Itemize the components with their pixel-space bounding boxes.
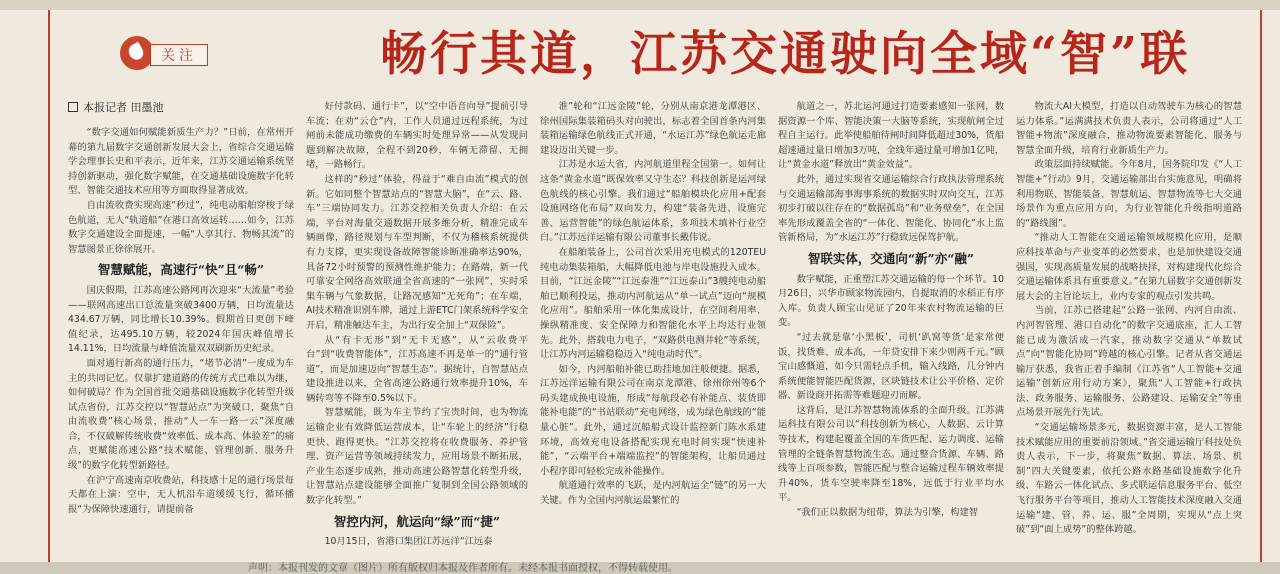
article-paragraph: “推动人工智能在交通运输领域规模化应用，是顺应科技革命与产业变革的必然要求，也是加快建设交通强国，实现高质量发展的战略抉择，对构建现代化综合交通运输体系具有重要意义。”在第九届数字交通创新发展大会的主旨论坛上，业内专家的观点引发共鸣。 (1016, 232, 1242, 302)
article-paragraph: 自由流收费实现高速“秒过”，纯电动船舶穿梭于绿色航道，无人“轨道船”在港口高效运转……如今，江苏数字交通建设全面提速，一幅“人享其行、物畅其流”的智慧图景正徐徐展开。 (68, 199, 294, 255)
article-paragraph: 面对通行新高的通行压力，“堵节必清”一度成为车主的共同记忆。仅靠扩建道路的传统方式已难以为继，如何破局？作为全国首批交通基础设施数字化转型升级试点省份，江苏交控以“智慧站点”为突破口，聚焦“自由流收费”核心场景，推动“人一车一路一云”深度融合，不仅破解传统收费“效率低、成本高、体验差”的痛点，更赋能高速公路“技术赋能、管理创新、服务升级”的数字化转型新路径。 (68, 357, 294, 472)
article-headline: 畅行其道，江苏交通驶向全域“智”联 (380, 27, 1191, 82)
article-paragraph: 10月15日，省港口集团江苏远洋“江远泰 (324, 536, 493, 548)
article-paragraph: 国庆假期，江苏高速公路网再次迎来“大流量”考验——联网高速出口总流量突破3400万辆，日均流量达434.67万辆，同比增长10.39%。假期首日更创下峰值纪录，达495.10万辆，较2024年国庆峰值增长14.11%，日均流量与峰值流量双双刷新历史纪录。 (68, 284, 294, 355)
article-paragraph: 航道通行效率的飞跃，是内河航运全“链”的另一大关键。作为全国内河航运最繁忙的 (540, 480, 766, 507)
byline (68, 99, 164, 115)
article-paragraph: 此外，通过实现省交通运输综合行政执法管理系统与交通运输部海事海事系统的数据实时双向交互，江苏初步打破以往存在的“数据孤岛”和“业务壁垒”，在全国率先形成覆盖全省的“一体化、智能化、协同化”水上监管新格局，为“水运江苏”行稳致远保驾护航。 (778, 173, 1004, 244)
article-column-3 (540, 100, 766, 562)
bottom-note: 声明：本报刊发的文章（图片）所有版权归本报及作者所有。未经本报书面授权，不得转载使用。 (248, 563, 678, 574)
article-column-5 (1016, 100, 1242, 562)
byline-text: 本报记者 田墨池 (83, 101, 164, 114)
article-paragraph: “我们正以数据为纽带，算法为引擎，构建智 (796, 507, 979, 519)
article-paragraph: 江苏是水运大省，内河航道里程全国第一。如何让这条“黄金水道”既保效率又守生态？科技创新是运河绿色航线的核心引擎。我们通过“船舶模块化应用+配套设施网络化布局”双向发力，构建“装备先进、设施完善、运营智能”的绿色航运体系，多项技术填补行业空白。”江苏远洋运输有限公司董事长戴伟说。 (540, 159, 766, 244)
newspaper-logo-icon (120, 36, 154, 70)
section-subheading: 智慧赋能，高速行“快”且“畅” (97, 262, 265, 278)
byline-square-icon (68, 102, 78, 112)
article-paragraph: “交通运输场景多元，数据资源丰富，是人工智能技术赋能应用的重要前沿领域。”省交通运输厅科技处负责人表示，下一步，将聚焦“数据、算法、场景、机制”四大关键要素，依托公路水路基础设施数字化升级、车路云一体化试点、多式联运信息服务平台、低空飞行服务平台等项目，推动人工智能技术深度融入交通运输“建、管、养、运、服”全周期，实现从“点上突破”到“面上成势”的整体跨越。 (1016, 422, 1242, 536)
article-paragraph: 这样的“秒过”体验，得益于“难自由流”模式的创新。它如同整个智慧站点的“智慧大脑”，在“云、路、车”三端协同发力。江苏交控相关负责人介绍：在云端，平台对海量交通数据开展多维分析，精准完成车辆画像，路径规划与车型判断，不仅为稽核系统提供有力支撑，更实现设备故障智能诊断准确率达90%，具备72小时预警的预测性维护能力；在路端，新一代可靠安全网络高效联通全省高速的“一张网”，实时采集车辆与气象数据，让路况感知“无死角”；在车端，AI技术精准识别车牌，通过上游ETC门架系统科学安全开启，精准触达车主，为出行安全加上“双保险”。 (306, 173, 528, 331)
section-label: 关注 (150, 44, 208, 66)
section-subheading: 智控内河，航运向“绿”而“捷” (333, 513, 501, 529)
article-column-4 (778, 100, 1004, 562)
article-paragraph: “数字交通如何赋能新质生产力？”日前，在常州开幕的第九届数字交通创新发展大会上，省综合交通运输学会理事长史和平表示，近年来，江苏交通运输系统坚持创新驱动，强化数字赋能，在交通基础设施数字化转型、智能交通技术应用等方面取得显著成效。 (68, 127, 294, 197)
article-paragraph: 好付款码、通行卡”，以“空中语音向导”提前引导车流；在劝“云仓”内，工作人员通过远程系统，为过闸前未能成功缴费的车辆实时处理异常——从发现问题到解决故障，全程不到20秒，车辆无滞留、无拥堵，一路畅行。 (306, 101, 528, 171)
article-column-2 (306, 100, 528, 562)
section-subheading: 智联实体，交通向“新”亦“融” (807, 250, 975, 266)
article-paragraph: 政策层面持续赋能。今年8月，国务院印发《“人工智能+”行动》9月，交通运输部出台实施意见，明确将利用物联、智能装备、智慧航运、智慧物流等七大交通场景作为重点应用方向，为行业智能化升级指明道路的“路线图”。 (1016, 159, 1242, 229)
article-column-1 (68, 126, 294, 562)
article-paragraph: “过去就是靠‘小黑板’，司机‘趴窝等货’是家常便饭，找货难、成本高，一年贷安排下来少则两千元。”顾宝山感慨道，如今只需轻点手机，输入线路，几分钟内系统便能智能匹配货源，区块链技术让公平价格、定价器、新设商开拓需等难题迎刃而解。 (778, 331, 1004, 402)
article-paragraph: 物流大AI大模型，打造以自动驾驶车为核心的智慧运力体系。”运满满技术负责人表示，公司将通过“人工智能+物流”深度融合，推动物流要素智能化、服务与智慧全面升级，培育行业新质生产力。 (1016, 101, 1242, 156)
article-paragraph: 数字赋能，正重塑江苏交通运输的每一个环节。10月26日，兴华市顾家物流园内，自提取消的水稻正有序入库。负责人顾宝山见证了20年来农村物流运输的巨变。 (778, 273, 1004, 329)
article-paragraph: 这背后，是江苏智慧物流体系的全面升级。江苏满运科技有限公司以“科技创新为核心，人数据、云计算等技术，构建起覆盖全国的车货匹配、运力调度、运输管理的全链条智慧物流生态。通过整合货源、车辆、路线等上百项参数，智能匹配与整合运输过程车辆效率提升40%，货车空驶率降至18%，远低于行业平均水平。 (778, 404, 1004, 504)
article-paragraph: 当前，江苏已搭建起“公路一张网、内河自由流、内河智管理、港口自动化”的数字交通底座，汇人工智能已成为激活成一汽家，推动数字交通从“单数试点”向“智能化协同”跨越的核心引擎。记者从省交通运输厅获悉，我省正着手编制《江苏省“人工智能+交通运输”创新应用行动方案》，聚焦“人工智能+行政执法、政务服务、运输服务、公路建设、运输安全”等重点场景开展先行先试。 (1016, 305, 1242, 419)
section-tag (120, 34, 220, 74)
article-paragraph: 淮”轮和“江远金陵”轮，分别从南京港龙潭港区、徐州国际集装箱码头对向驶出，标志着全国首条内河集装箱运输绿色航线正式开通，“水运江苏”绿色航运走廊建设迈出关键一步。 (540, 101, 766, 156)
article-paragraph: 智慧赋能，既为车主节约了宝贵时间，也为物流运输企业有效降低运营成本，让“车轮上的经济”行稳更快、跑得更快。“江苏交控将在收费服务、养护管理、资产运营等领域持续发力，应用场景不断拓展，产业生态逐步成熟，推动高速公路智慧化转型升级，让智慧站点建设能够全面推广复制到全国公路领域的数字化转型。” (306, 407, 528, 507)
article-paragraph: 在船舶装备上，公司首次采用充电模式的120TEU纯电动集装箱船，大幅降低电池与岸电设施投入成本。目前，“江远金陵”“江远泰淮”“江远泰山”3艘纯电动船舶已顺利投运，推动内河航运从“单一试点”迈向“规模化应用”。船舶采用一体化集成设计，在空间利用率、操纵精准度、安全保障力和智能化水平上均达行业领先。此外，搭载电力电子，“双路供电测井轮”等系统，让江苏内河运输稳稳迈入“纯电动时代”。 (540, 246, 766, 361)
article-paragraph: 在沪宁高速南京收费站，科技感十足的通行场景每天都在上演：空中，无人机沿车道缓缓飞行，循环播报“为保障快速通行，请提前备 (68, 474, 294, 515)
previous-article-strip (0, 0, 1280, 10)
article-paragraph: 从“有卡无形”到“无卡无感”，从“云收费平台”到“收费智能体”，江苏高速不再是单一的“通行管道”，而是加速迈向“智慧生态”。据统计，自智慧站点建设推进以来，全省高速公路通行效率提升10%，车辆转弯等不降至0.5%以下。 (306, 334, 528, 404)
article-paragraph: 航道之一，苏北运河通过打造要素感知一张网，数据资源一个库、智能决策一大脑等系统，实现航闸全过程自主运行。此举使船舶待闸时间降低超过30%，货船超速通过量日增加3万吨，全线年通过量可增加1亿吨，让“黄金水道”释放出“黄金效益”。 (778, 101, 1004, 171)
article-paragraph: 如今，内河船舶补能已助挂地加注般便捷。据悉，江苏远洋运输有限公司在南京龙潭港、徐州徐州等6个码头建成换电设施，形成“每航段必有补能点、装货即能补电能”的“书站联动”充电网络，成为绿色航线的“能量心脏”。此外，通过沉船船式设计监控新门陈水系建环境，高效充电设备搭配实现充电时间实现“快速补能”，“云端平台+端端监控”的智能架构，让船员通过小程序即可轻松完成补能操作。 (540, 363, 766, 477)
